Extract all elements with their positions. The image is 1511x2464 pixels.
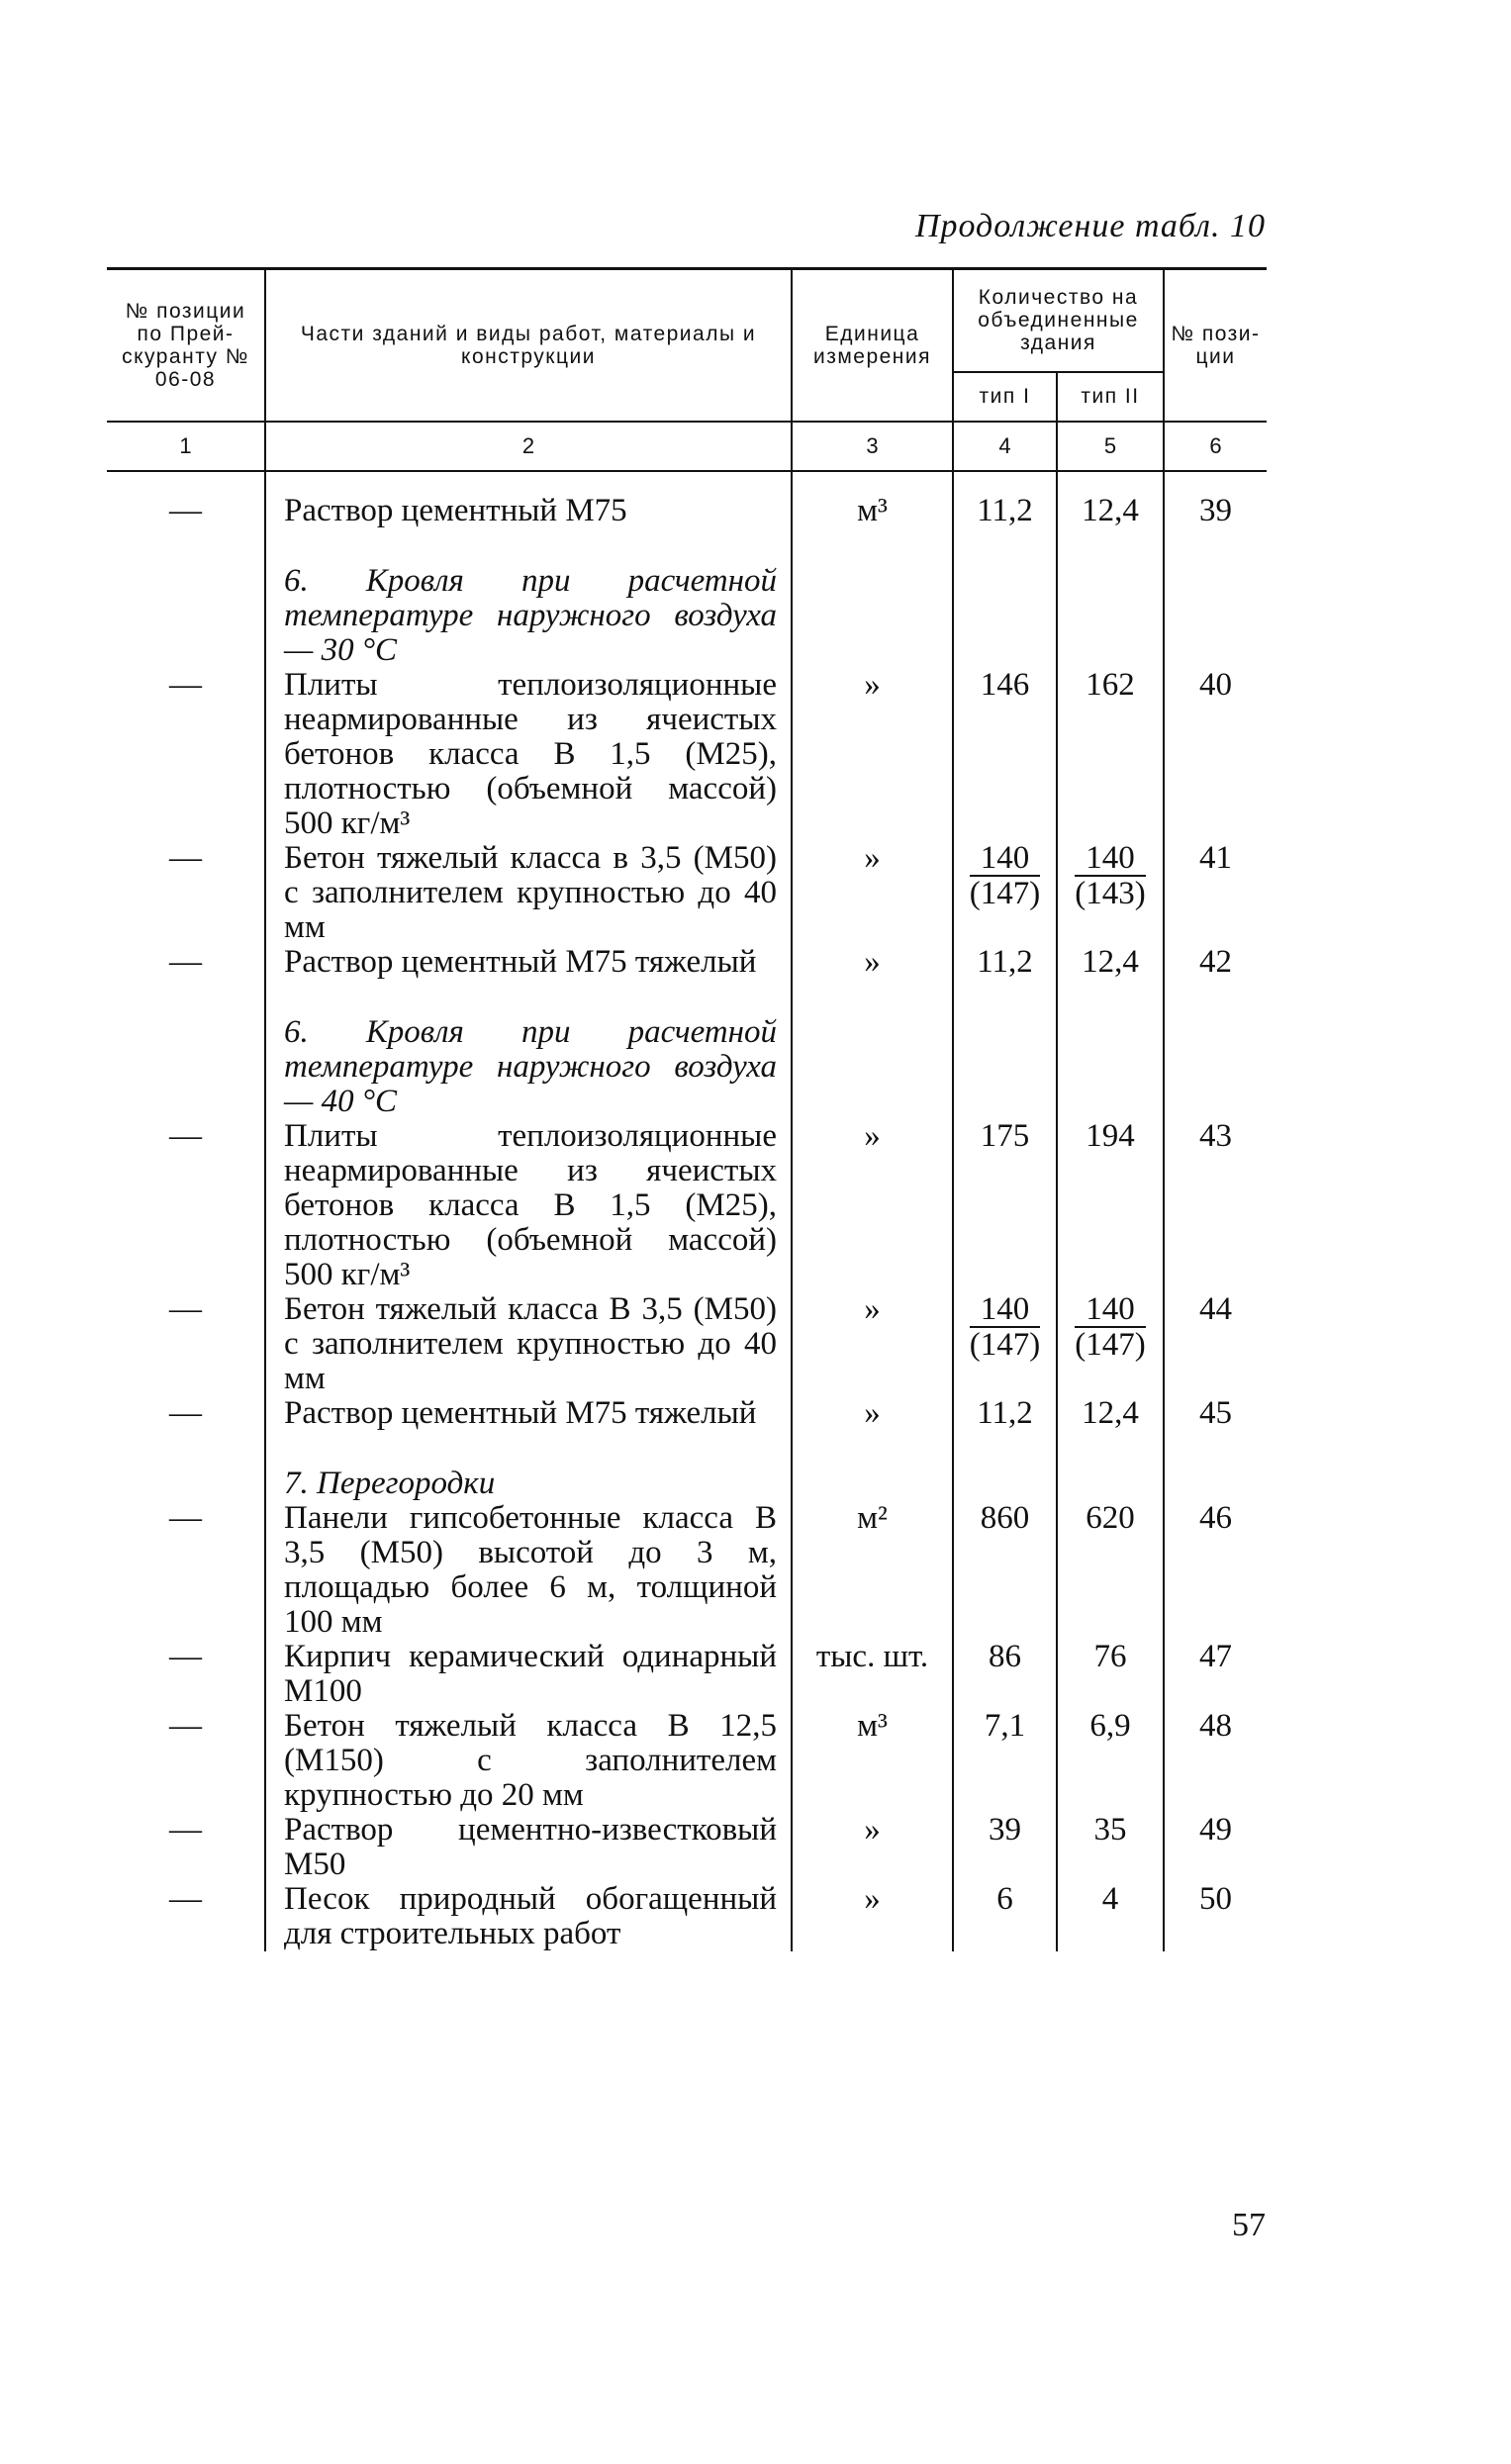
dash-cell: — xyxy=(107,1501,265,1640)
unit-cell: » xyxy=(792,1396,953,1431)
type-1-value: 39 xyxy=(953,1813,1057,1882)
item-description: Раствор цементно-известковый М50 xyxy=(265,1813,792,1882)
empty-cell xyxy=(953,1467,1057,1501)
item-description: Бетон тяжелый класса в 3,5 (М50) с заполнителем крупностью до 40 мм xyxy=(265,841,792,945)
position-number: 41 xyxy=(1164,841,1267,945)
position-number: 45 xyxy=(1164,1396,1267,1431)
empty-cell xyxy=(792,564,953,668)
dash-cell: — xyxy=(107,841,265,945)
empty-cell xyxy=(953,564,1057,668)
column-number: 1 xyxy=(107,422,265,471)
empty-cell xyxy=(1057,1015,1164,1119)
type-1-value: 11,2 xyxy=(953,494,1057,528)
type-1-value xyxy=(953,841,1057,945)
table-row xyxy=(107,1396,1267,1431)
empty-cell xyxy=(107,1467,265,1501)
fraction-numerator: 140 xyxy=(1075,841,1145,877)
header-price-list-position: № позиции по Прей-скуранту № 06-08 xyxy=(107,269,265,422)
type-1-value: 86 xyxy=(953,1640,1057,1709)
header-type-2: тип II xyxy=(1057,372,1164,422)
section-row xyxy=(107,1467,1267,1501)
header-position-number: № пози-ции xyxy=(1164,269,1267,422)
table-row xyxy=(107,1119,1267,1292)
dash-cell: — xyxy=(107,1813,265,1882)
item-description: Плиты теплоизоляционные неармированные из ячеистых бетонов класса В 1,5 (М25), плотностью (объемной массой) 500 кг/м³ xyxy=(265,668,792,841)
fraction-numerator: 140 xyxy=(970,841,1040,877)
empty-cell xyxy=(953,1015,1057,1119)
type-2-value xyxy=(1057,1292,1164,1396)
section-row xyxy=(107,564,1267,668)
fraction-numerator: 140 xyxy=(1075,1292,1145,1328)
dash-cell: — xyxy=(107,1396,265,1431)
fraction-value xyxy=(1075,841,1145,910)
dash-cell: — xyxy=(107,1709,265,1813)
type-2-value: 12,4 xyxy=(1057,1396,1164,1431)
empty-cell xyxy=(107,1015,265,1119)
unit-cell: м³ xyxy=(792,494,953,528)
dash-cell: — xyxy=(107,668,265,841)
type-1-value: 11,2 xyxy=(953,945,1057,980)
position-number: 42 xyxy=(1164,945,1267,980)
table-row xyxy=(107,1813,1267,1882)
dash-cell: — xyxy=(107,1882,265,1951)
empty-cell xyxy=(107,564,265,668)
fraction-denominator: (147) xyxy=(1075,1326,1146,1363)
table-caption: Продолжение табл. 10 xyxy=(914,208,1266,244)
position-number: 43 xyxy=(1164,1119,1267,1292)
item-description: Раствор цементный М75 тяжелый xyxy=(265,945,792,980)
empty-cell xyxy=(792,1467,953,1501)
position-number: 47 xyxy=(1164,1640,1267,1709)
type-2-value: 4 xyxy=(1057,1882,1164,1951)
position-number: 49 xyxy=(1164,1813,1267,1882)
type-1-value: 11,2 xyxy=(953,1396,1057,1431)
type-1-value: 7,1 xyxy=(953,1709,1057,1813)
position-number: 48 xyxy=(1164,1709,1267,1813)
header-unit: Единица измерения xyxy=(792,269,953,422)
item-description: Плиты теплоизоляционные неармированные из ячеистых бетонов класса В 1,5 (М25), плотностью (объемной массой) 500 кг/м³ xyxy=(265,1119,792,1292)
table-body xyxy=(107,471,1267,1951)
fraction-denominator: (147) xyxy=(969,875,1041,911)
type-2-value: 6,9 xyxy=(1057,1709,1164,1813)
type-2-value: 194 xyxy=(1057,1119,1164,1292)
fraction-value xyxy=(970,1292,1040,1362)
column-number: 2 xyxy=(265,422,792,471)
fraction-numerator: 140 xyxy=(970,1292,1040,1328)
column-number: 6 xyxy=(1164,422,1267,471)
position-number: 39 xyxy=(1164,494,1267,528)
table-row xyxy=(107,1640,1267,1709)
fraction-denominator: (147) xyxy=(969,1326,1041,1363)
unit-cell: » xyxy=(792,1813,953,1882)
column-number: 4 xyxy=(953,422,1057,471)
item-description: Раствор цементный М75 тяжелый xyxy=(265,1396,792,1431)
dash-cell: — xyxy=(107,1119,265,1292)
empty-cell xyxy=(1164,564,1267,668)
unit-cell: » xyxy=(792,945,953,980)
item-description: Панели гипсобетонные класса В 3,5 (М50) высотой до 3 м, площадью более 6 м, толщиной 100 мм xyxy=(265,1501,792,1640)
item-description: Кирпич керамический одинарный М100 xyxy=(265,1640,792,1709)
section-title: 7. Перегородки xyxy=(265,1467,792,1501)
empty-cell xyxy=(1164,1015,1267,1119)
unit-cell: » xyxy=(792,1882,953,1951)
dash-cell: — xyxy=(107,494,265,528)
unit-cell: » xyxy=(792,1119,953,1292)
unit-cell: » xyxy=(792,841,953,945)
item-description: Раствор цементный М75 xyxy=(265,494,792,528)
header-building-parts: Части зданий и виды работ, материалы и конструкции xyxy=(265,269,792,422)
column-number: 3 xyxy=(792,422,953,471)
item-description: Бетон тяжелый класса В 12,5 (М150) с заполнителем крупностью до 20 мм xyxy=(265,1709,792,1813)
dash-cell: — xyxy=(107,1292,265,1396)
type-1-value: 175 xyxy=(953,1119,1057,1292)
empty-cell xyxy=(792,1015,953,1119)
section-row xyxy=(107,1015,1267,1119)
table-row xyxy=(107,668,1267,841)
fraction-denominator: (143) xyxy=(1075,875,1146,911)
type-2-value: 162 xyxy=(1057,668,1164,841)
unit-cell: тыс. шт. xyxy=(792,1640,953,1709)
column-number: 5 xyxy=(1057,422,1164,471)
type-2-value: 12,4 xyxy=(1057,945,1164,980)
section-title: 6. Кровля при расчетной температуре наружного воздуха — 30 °С xyxy=(265,564,792,668)
empty-cell xyxy=(1057,564,1164,668)
materials-table xyxy=(107,267,1267,1951)
empty-cell xyxy=(1057,1467,1164,1501)
unit-cell: м³ xyxy=(792,1709,953,1813)
position-number: 46 xyxy=(1164,1501,1267,1640)
table-row xyxy=(107,1501,1267,1640)
table-row xyxy=(107,945,1267,980)
dash-cell: — xyxy=(107,1640,265,1709)
table-row xyxy=(107,1292,1267,1396)
page-number: 57 xyxy=(1232,2207,1266,2243)
table-row xyxy=(107,1709,1267,1813)
type-2-value: 12,4 xyxy=(1057,494,1164,528)
type-1-value: 860 xyxy=(953,1501,1057,1640)
type-1-value xyxy=(953,1292,1057,1396)
fraction-value xyxy=(1075,1292,1145,1362)
type-2-value xyxy=(1057,841,1164,945)
dash-cell: — xyxy=(107,945,265,980)
item-description: Песок природный обогащенный для строительных работ xyxy=(265,1882,792,1951)
empty-cell xyxy=(1164,1467,1267,1501)
type-1-value: 146 xyxy=(953,668,1057,841)
position-number: 40 xyxy=(1164,668,1267,841)
table-row xyxy=(107,494,1267,528)
position-number: 44 xyxy=(1164,1292,1267,1396)
table-row xyxy=(107,1882,1267,1951)
type-2-value: 35 xyxy=(1057,1813,1164,1882)
table-row xyxy=(107,841,1267,945)
type-2-value: 76 xyxy=(1057,1640,1164,1709)
position-number: 50 xyxy=(1164,1882,1267,1951)
unit-cell: » xyxy=(792,1292,953,1396)
type-1-value: 6 xyxy=(953,1882,1057,1951)
unit-cell: м² xyxy=(792,1501,953,1640)
header-quantity: Количество на объединенные здания xyxy=(953,269,1164,372)
section-title: 6. Кровля при расчетной температуре наружного воздуха — 40 °С xyxy=(265,1015,792,1119)
type-2-value: 620 xyxy=(1057,1501,1164,1640)
item-description: Бетон тяжелый класса В 3,5 (М50) с заполнителем крупностью до 40 мм xyxy=(265,1292,792,1396)
fraction-value xyxy=(970,841,1040,910)
header-type-1: тип I xyxy=(953,372,1057,422)
unit-cell: » xyxy=(792,668,953,841)
